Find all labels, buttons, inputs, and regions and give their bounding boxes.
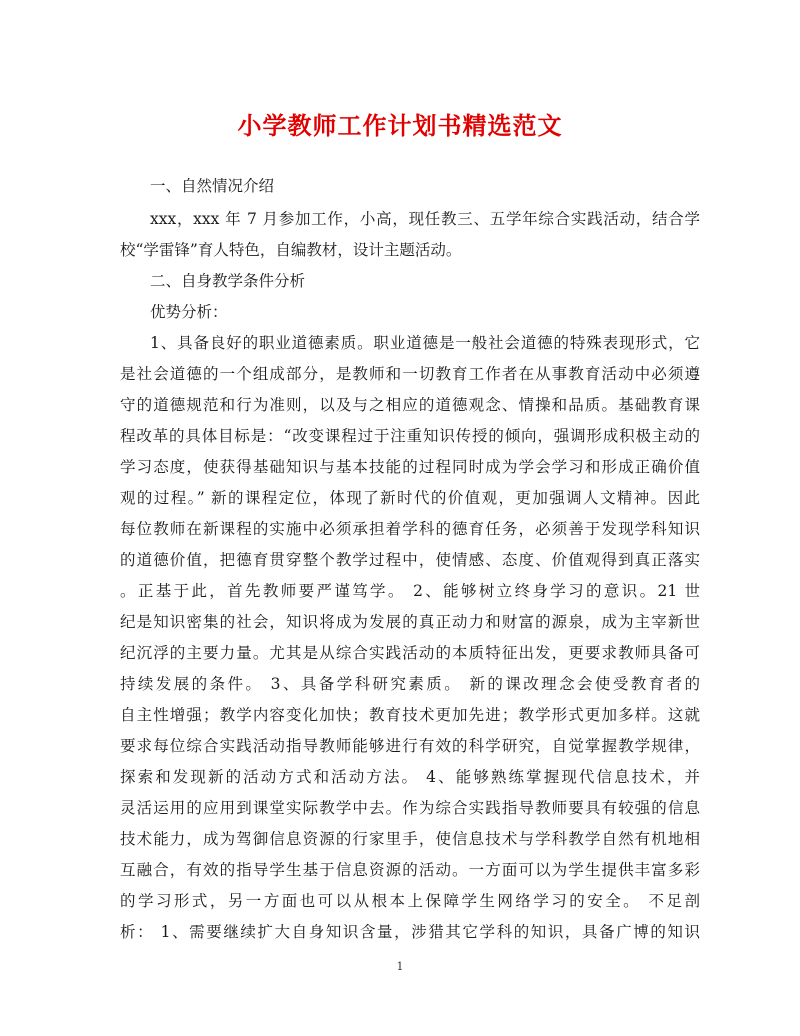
body-line: 持续发展的条件。 3、具备学科研究素质。 新的课改理念会使受教育者的	[120, 675, 700, 693]
page-number: 1	[396, 960, 404, 973]
body-line: 纪沉浮的主要力量。尤其是从综合实践活动的本质特征出发，更要求教师具备可	[120, 644, 700, 662]
body-line: 技术能力，成为驾御信息资源的行家里手，使信息技术与学科教学自然有机地相	[120, 830, 700, 848]
page-title: 小学教师工作计划书精选范文	[237, 111, 563, 140]
body-line: 程改革的具体目标是：“改变课程过于注重知识传授的倾向，强调形成积极主动的	[120, 427, 700, 445]
body-line: 互融合，有效的指导学生基于信息资源的活动。一方面可以为学生提供丰富多彩	[120, 861, 700, 879]
body-line: 自主性增强；教学内容变化加快；教育技术更加先进；教学形式更加多样。这就	[120, 706, 700, 724]
body-line: 要求每位综合实践活动指导教师能够进行有效的科学研究，自觉掌握教学规律，	[120, 737, 700, 755]
subheading: 优势分析：	[150, 303, 228, 321]
body-line: 1、具备良好的职业道德素质。职业道德是一般社会道德的特殊表现形式，它	[150, 334, 700, 352]
body-line: 析： 1、需要继续扩大自身知识含量，涉猎其它学科的知识，具备广博的知识	[120, 923, 700, 941]
body-line: 校“学雷锋”育人特色，自编教材，设计主题活动。	[120, 241, 462, 259]
section-heading: 二、自身教学条件分析	[150, 272, 306, 290]
body-line: 每位教师在新课程的实施中必须承担着学科的德育任务，必须善于发现学科知识	[120, 520, 700, 538]
body-line: 纪是知识密集的社会，知识将成为发展的真正动力和财富的源泉，成为主宰新世	[120, 613, 700, 631]
body-line: 。正基于此，首先教师要严谨笃学。 2、能够树立终身学习的意识。21 世	[120, 582, 700, 600]
body-line: 探索和发现新的活动方式和活动方法。 4、能够熟练掌握现代信息技术，并	[120, 768, 700, 786]
body-line: 的学习形式，另一方面也可以从根本上保障学生网络学习的安全。 不足剖	[120, 892, 700, 910]
body-line: 学习态度，使获得基础知识与基本技能的过程同时成为学会学习和形成正确价值	[120, 458, 700, 476]
body-line: 观的过程。” 新的课程定位，体现了新时代的价值观，更加强调人文精神。因此	[120, 489, 700, 507]
body-line: xxx，xxx 年 7 月参加工作，小高，现任教三、五学年综合实践活动，结合学	[150, 210, 700, 228]
section-heading: 一、自然情况介绍	[150, 177, 275, 195]
body-line: 守的道德规范和行为准则，以及与之相应的道德观念、情操和品质。基础教育课	[120, 396, 700, 414]
body-line: 的道德价值，把德育贯穿整个教学过程中，使情感、态度、价值观得到真正落实	[120, 551, 700, 569]
body-line: 是社会道德的一个组成部分，是教师和一切教育工作者在从事教育活动中必须遵	[120, 365, 700, 383]
body-line: 灵活运用的应用到课堂实际教学中去。作为综合实践指导教师要具有较强的信息	[120, 799, 700, 817]
